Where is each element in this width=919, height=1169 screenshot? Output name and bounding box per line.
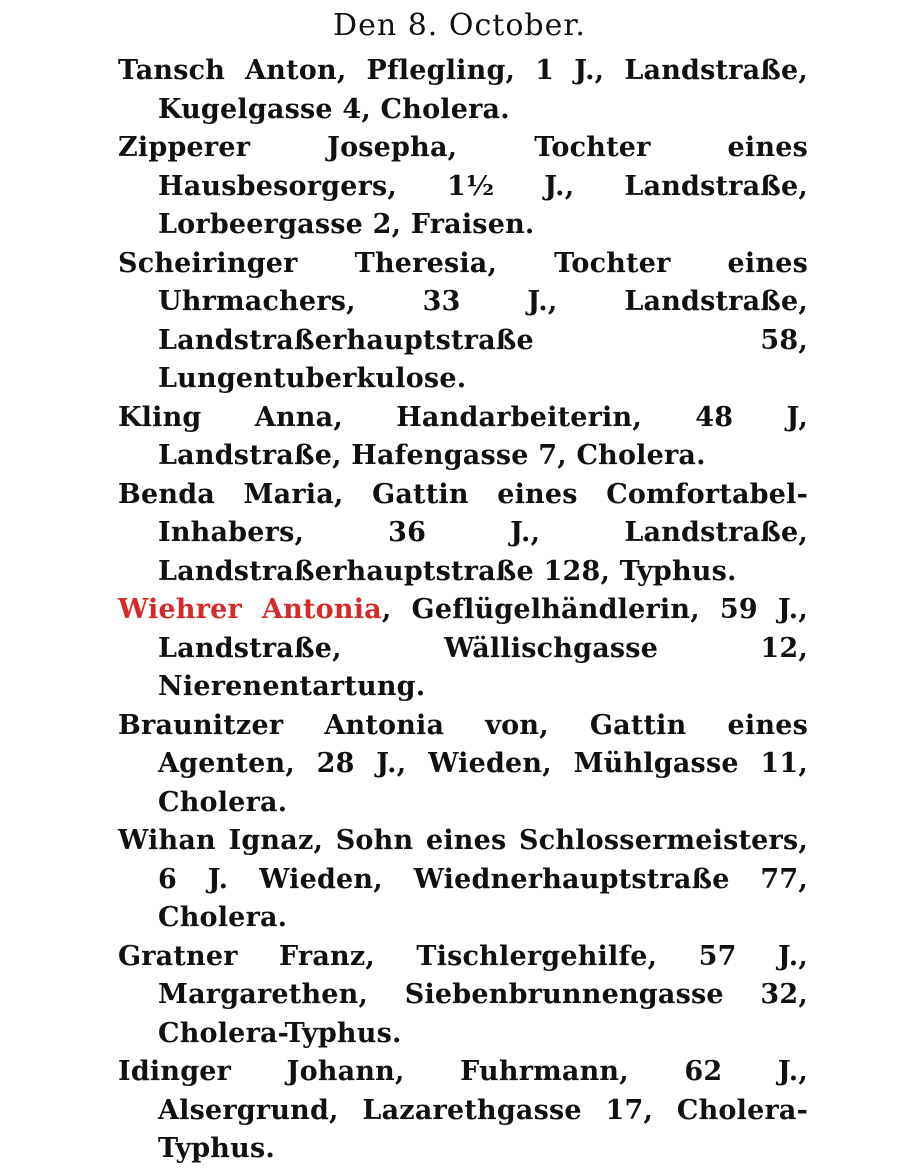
entry-details: , Tischlergehilfe, 57 J., Margarethen, Siebenbrunnengasse 32, Cholera-Typhus. [158, 940, 808, 1049]
entry-details: , Fuhrmann, 62 J., Alsergrund, Lazarethgasse 17, Cholera-Typhus. [158, 1056, 808, 1164]
register-entry [118, 938, 808, 1054]
register-entry [118, 476, 808, 592]
entry-details: , Tochter eines Hausbesorgers, 1½ J., Landstraße, Lorbeergasse 2, Fraisen. [158, 132, 808, 240]
entry-name: Kling Anna [118, 401, 334, 433]
entry-details: , Gattin eines Agenten, 28 J., Wieden, Mühlgasse 11, Cholera. [158, 709, 808, 818]
entry-name: Braunitzer Antonia von [118, 709, 540, 741]
register-entry [118, 245, 808, 399]
register-entry [118, 129, 808, 245]
register-entry-highlighted [118, 591, 808, 707]
entry-name: Scheiringer Theresia [118, 247, 488, 279]
entry-details: , Pflegling, 1 J., Landstraße, Kugelgasse 4, Cholera. [158, 55, 808, 125]
entry-name: Gratner Franz [118, 940, 366, 972]
entry-name: Benda Maria [118, 478, 334, 510]
date-heading: Den 8. October. [333, 8, 586, 43]
entry-details: , Gattin eines Comfortabel-Inhabers, 36 J., Landstraße, Landstraßerhauptstraße 128, Typhus. [158, 478, 808, 587]
death-register-list [118, 52, 808, 1169]
entry-details: , Handarbeiterin, 48 J, Landstraße, Hafengasse 7, Cholera. [158, 401, 808, 471]
register-entry [118, 822, 808, 938]
register-entry [118, 1053, 808, 1169]
register-entry [118, 399, 808, 476]
entry-details: , Geflügelhändlerin, 59 J., Landstraße, Wällischgasse 12, Nierenentartung. [158, 594, 809, 702]
entry-name: Idinger Johann [118, 1056, 395, 1087]
entry-name: Tansch Anton [118, 55, 337, 86]
entry-name: Zipperer Josepha [118, 132, 448, 163]
entry-details: , Sohn eines Schlossermeisters, 6 J. Wieden, Wiednerhauptstraße 77, Cholera. [158, 825, 808, 933]
entry-name-highlighted: Wiehrer Antonia [118, 594, 382, 625]
entry-name: Wihan Ignaz [118, 825, 314, 856]
register-entry [118, 707, 808, 823]
entry-details: , Tochter eines Uhrmachers, 33 J., Landstraße, Landstraßerhauptstraße 58, Lungentuberkulose. [158, 247, 809, 394]
register-entry [118, 52, 808, 129]
